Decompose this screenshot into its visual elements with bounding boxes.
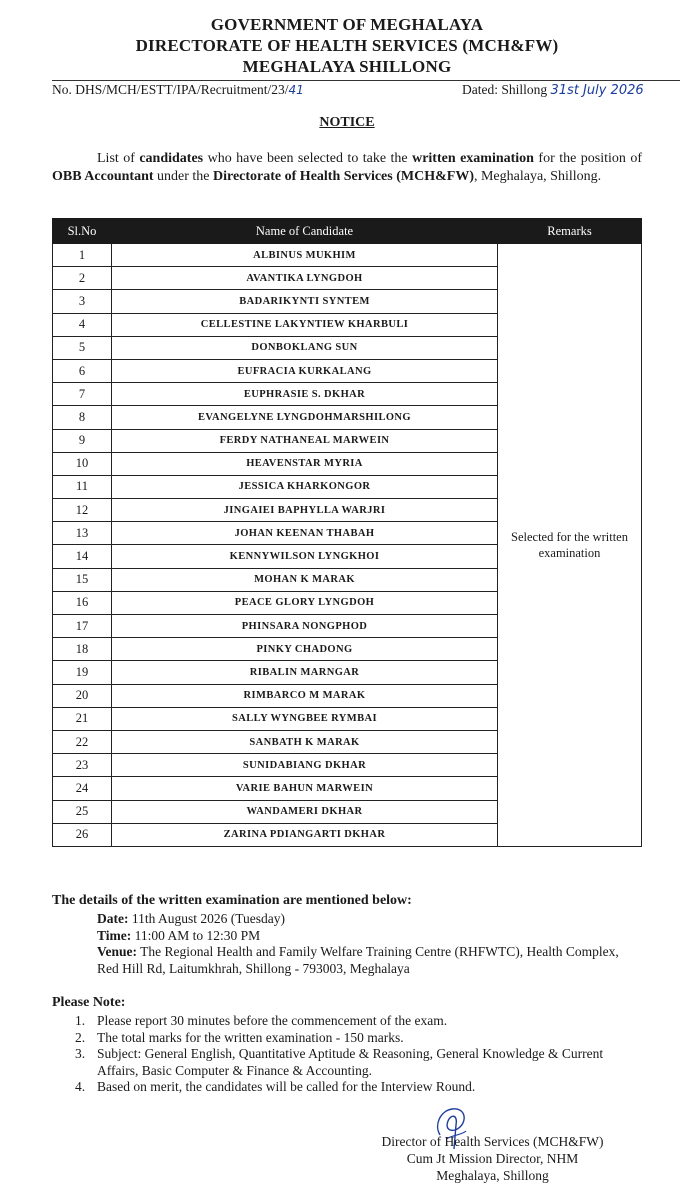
- candidate-name-cell: RIMBARCO M MARAK: [112, 684, 498, 707]
- note-number: 4.: [75, 1079, 86, 1094]
- signature-title: Director of Health Services (MCH&FW): [381, 1134, 604, 1149]
- candidate-name-cell: PINKY CHADONG: [112, 638, 498, 661]
- table-body: [53, 244, 642, 847]
- serial-number-cell: 12: [53, 499, 112, 522]
- signature-block: [350, 1133, 635, 1184]
- exam-venue-value: The Regional Health and Family Welfare Training Centre (RHFWTC), Health Complex, Red Hill Rd, Laitumkhrah, Shillong - 793003, Meghalaya: [97, 944, 619, 976]
- exam-date-label: Date:: [97, 911, 129, 926]
- candidate-name-cell: EVANGELYNE LYNGDOHMARSHILONG: [112, 406, 498, 429]
- header-name: Name of Candidate: [112, 219, 498, 244]
- candidate-name-cell: SANBATH K MARAK: [112, 730, 498, 753]
- header-divider: [52, 80, 680, 81]
- serial-number-cell: 25: [53, 800, 112, 823]
- serial-number-cell: 8: [53, 406, 112, 429]
- candidate-name-cell: RIBALIN MARNGAR: [112, 661, 498, 684]
- letterhead: [0, 14, 694, 77]
- note-number: 3.: [75, 1046, 86, 1061]
- note-text: Subject: General English, Quantitative Aptitude & Reasoning, General Knowledge & Current Affairs, Basic Computer & Finance & Accounting.: [97, 1046, 604, 1078]
- exam-date: [97, 911, 637, 928]
- serial-number-cell: 1: [53, 244, 112, 267]
- intro-text: , Meghalaya, Shillong.: [473, 168, 602, 184]
- serial-number-cell: 19: [53, 661, 112, 684]
- candidate-name-cell: FERDY NATHANEAL MARWEIN: [112, 429, 498, 452]
- candidate-name-cell: KENNYWILSON LYNGKHOI: [112, 545, 498, 568]
- serial-number-cell: 22: [53, 730, 112, 753]
- note-item: [75, 1079, 640, 1096]
- serial-number-cell: 10: [53, 452, 112, 475]
- reference-number-handwritten: 41: [288, 83, 304, 97]
- note-item: [75, 1013, 640, 1030]
- note-text: The total marks for the written examination - 150 marks.: [97, 1029, 404, 1045]
- exam-details: [97, 911, 637, 977]
- please-note-heading: Please Note:: [52, 995, 126, 1010]
- notes-list: [75, 1013, 640, 1096]
- exam-details-heading: The details of the written examination are mentioned below:: [52, 893, 412, 908]
- serial-number-cell: 11: [53, 475, 112, 498]
- signature-location: Meghalaya, Shillong: [436, 1168, 549, 1183]
- serial-number-cell: 17: [53, 615, 112, 638]
- note-text: Based on merit, the candidates will be called for the Interview Round.: [97, 1079, 476, 1094]
- note-item: [75, 1046, 640, 1079]
- intro-directorate: Directorate of Health Services (MCH&FW): [213, 168, 474, 184]
- header-remarks: Remarks: [498, 219, 642, 244]
- notice-title: NOTICE: [319, 115, 375, 130]
- reference-number-text: No. DHS/MCH/ESTT/IPA/Recruitment/23/: [52, 82, 289, 97]
- serial-number-cell: 4: [53, 313, 112, 336]
- letterhead-government: GOVERNMENT OF MEGHALAYA: [210, 15, 484, 34]
- candidate-name-cell: JOHAN KEENAN THABAH: [112, 522, 498, 545]
- candidate-name-cell: WANDAMERI DKHAR: [112, 800, 498, 823]
- candidate-name-cell: ZARINA PDIANGARTI DKHAR: [112, 823, 498, 846]
- header-slno: Sl.No: [53, 219, 112, 244]
- serial-number-cell: 2: [53, 267, 112, 290]
- candidate-name-cell: VARIE BAHUN MARWEIN: [112, 777, 498, 800]
- intro-bold: written examination: [412, 151, 534, 166]
- date-label: Dated: Shillong: [462, 82, 548, 97]
- candidate-name-cell: BADARIKYNTI SYNTEM: [112, 290, 498, 313]
- candidate-name-cell: HEAVENSTAR MYRIA: [112, 452, 498, 475]
- note-number: 1.: [75, 1013, 86, 1028]
- candidate-name-cell: JINGAIEI BAPHYLLA WARJRI: [112, 499, 498, 522]
- candidate-name-cell: JESSICA KHARKONGOR: [112, 475, 498, 498]
- table-row: [53, 244, 642, 267]
- letterhead-directorate: DIRECTORATE OF HEALTH SERVICES (MCH&FW): [135, 36, 559, 55]
- candidate-name-cell: ALBINUS MUKHIM: [112, 244, 498, 267]
- intro-text: for the position of: [533, 151, 642, 166]
- exam-date-value: 11th August 2026 (Tuesday): [131, 911, 285, 926]
- serial-number-cell: 9: [53, 429, 112, 452]
- candidate-name-cell: EUPHRASIE S. DKHAR: [112, 383, 498, 406]
- serial-number-cell: 24: [53, 777, 112, 800]
- serial-number-cell: 6: [53, 359, 112, 382]
- candidate-name-cell: SUNIDABIANG DKHAR: [112, 754, 498, 777]
- serial-number-cell: 7: [53, 383, 112, 406]
- candidate-name-cell: PHINSARA NONGPHOD: [112, 615, 498, 638]
- serial-number-cell: 15: [53, 568, 112, 591]
- intro-text: List of: [97, 151, 140, 166]
- note-text: Please report 30 minutes before the commencement of the exam.: [97, 1013, 448, 1028]
- signature-subtitle: Cum Jt Mission Director, NHM: [406, 1151, 579, 1166]
- note-number: 2.: [75, 1029, 86, 1045]
- candidate-name-cell: DONBOKLANG SUN: [112, 336, 498, 359]
- candidate-name-cell: MOHAN K MARAK: [112, 568, 498, 591]
- serial-number-cell: 26: [53, 823, 112, 846]
- exam-venue: [97, 944, 637, 977]
- intro-paragraph: [52, 150, 642, 185]
- serial-number-cell: 13: [53, 522, 112, 545]
- exam-venue-label: Venue:: [97, 944, 138, 959]
- exam-time: [97, 928, 637, 945]
- date-line: [462, 82, 644, 98]
- serial-number-cell: 21: [53, 707, 112, 730]
- intro-position: OBB Accountant: [52, 168, 154, 184]
- date-handwritten: 31st July 2026: [550, 83, 644, 98]
- table-header-row: [53, 219, 642, 244]
- intro-bold: candidates: [139, 151, 204, 166]
- intro-text: under the: [153, 168, 213, 184]
- serial-number-cell: 3: [53, 290, 112, 313]
- candidate-name-cell: EUFRACIA KURKALANG: [112, 359, 498, 382]
- reference-number: [52, 82, 304, 98]
- candidate-name-cell: AVANTIKA LYNGDOH: [112, 267, 498, 290]
- remarks-cell: Selected for the written examination: [498, 244, 642, 847]
- note-item: [75, 1030, 640, 1047]
- serial-number-cell: 14: [53, 545, 112, 568]
- candidate-name-cell: CELLESTINE LAKYNTIEW KHARBULI: [112, 313, 498, 336]
- intro-text: who have been selected to take the: [203, 151, 413, 166]
- exam-time-value: 11:00 AM to 12:30 PM: [134, 927, 261, 943]
- candidate-name-cell: PEACE GLORY LYNGDOH: [112, 591, 498, 614]
- candidates-table: [52, 218, 642, 847]
- serial-number-cell: 23: [53, 754, 112, 777]
- serial-number-cell: 20: [53, 684, 112, 707]
- exam-time-label: Time:: [97, 927, 132, 943]
- serial-number-cell: 16: [53, 591, 112, 614]
- serial-number-cell: 5: [53, 336, 112, 359]
- candidate-name-cell: SALLY WYNGBEE RYMBAI: [112, 707, 498, 730]
- serial-number-cell: 18: [53, 638, 112, 661]
- letterhead-location: MEGHALAYA SHILLONG: [242, 57, 452, 76]
